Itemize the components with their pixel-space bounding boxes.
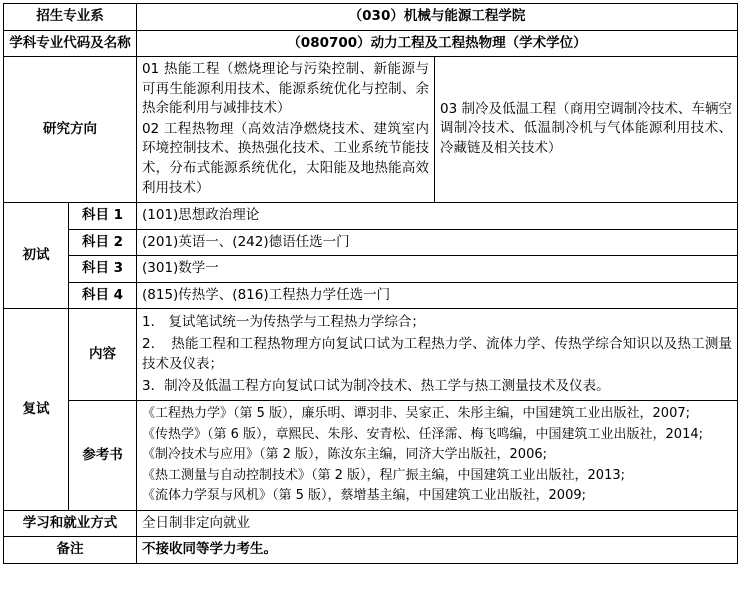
content-item: 1． 复试笔试统一为传热学与工程热力学综合； <box>142 314 425 331</box>
subject-no-3: 科目 3 <box>69 256 137 283</box>
research-direction-label: 研究方向 <box>4 57 137 203</box>
department-label: 招生专业系 <box>4 4 137 31</box>
direction-item: 02 工程热物理（高效洁净燃烧技术、建筑室内环境控制技术、换热强化技术、工业系统节能技术，分布式能源系统优化，太阳能及地热能高效利用技术） <box>142 120 429 196</box>
reference-item: 《传热学》（第 6 版），章熙民、朱彤、安青松、任泽霈、梅飞鸣编，中国建筑工业出版社，2014; <box>142 426 704 442</box>
content-item: 2． 热能工程和工程热物理方向复试口试为工程热力学、流体力学、传热学综合知识以及热工测量技术及仪表； <box>142 335 732 373</box>
major-value: （080700）动力工程及工程热物理（学术学位） <box>137 30 738 57</box>
table-row-subject-4 <box>4 282 738 309</box>
table-row-department <box>4 4 738 31</box>
table-row-second-exam-references <box>4 401 738 511</box>
subject-text-4: (815)传热学、(816)工程热力学任选一门 <box>137 282 738 309</box>
reference-item: 《热工测量与自动控制技术》（第 2 版），程广振主编，中国建筑工业出版社，2013; <box>142 467 626 483</box>
remark-label: 备注 <box>4 537 137 564</box>
second-exam-label: 复试 <box>4 309 69 511</box>
admissions-table <box>3 3 738 564</box>
subject-text-2: (201)英语一、(242)德语任选一门 <box>137 229 738 256</box>
table-row-major <box>4 30 738 57</box>
subject-no-2: 科目 2 <box>69 229 137 256</box>
reference-cell <box>137 401 738 511</box>
table-row-second-exam-content <box>4 309 738 401</box>
remark-value: 不接收同等学力考生。 <box>137 537 738 564</box>
study-mode-label: 学习和就业方式 <box>4 510 137 537</box>
subject-no-4: 科目 4 <box>69 282 137 309</box>
research-direction-column-2 <box>435 57 738 203</box>
study-mode-value: 全日制非定向就业 <box>137 510 738 537</box>
content-item: 3．制冷及低温工程方向复试口试为制冷技术、热工学与热工测量技术及仪表。 <box>142 377 610 394</box>
department-value: （030）机械与能源工程学院 <box>137 4 738 31</box>
reference-item: 《制冷技术与应用》（第 2 版），陈汝东主编，同济大学出版社，2006; <box>142 447 547 463</box>
table-row-subject-3 <box>4 256 738 283</box>
content-label: 内容 <box>69 309 137 401</box>
table-row-research-direction <box>4 57 738 203</box>
first-exam-label: 初试 <box>4 203 69 309</box>
direction-item: 01 热能工程（燃烧理论与污染控制、新能源与可再生能源利用技术、能源系统优化与控制、余热余能利用与减排技术） <box>142 61 429 117</box>
subject-text-1: (101)思想政治理论 <box>137 203 738 230</box>
reference-item: 《工程热力学》（第 5 版），廉乐明、谭羽非、吴家正、朱彤主编，中国建筑工业出版社，2007; <box>142 406 691 422</box>
table-row-study-mode <box>4 510 738 537</box>
research-direction-column-1 <box>137 57 435 203</box>
subject-no-1: 科目 1 <box>69 203 137 230</box>
table-row-subject-1 <box>4 203 738 230</box>
reference-item: 《流体力学泵与风机》（第 5 版），蔡增基主编，中国建筑工业出版社，2009; <box>142 488 586 504</box>
major-label: 学科专业代码及名称 <box>4 30 137 57</box>
content-cell <box>137 309 738 401</box>
table-row-subject-2 <box>4 229 738 256</box>
direction-item: 03 制冷及低温工程（商用空调制冷技术、车辆空调制冷技术、低温制冷机与气体能源利用技术、冷藏链及相关技术） <box>440 100 732 156</box>
table-row-remark <box>4 537 738 564</box>
reference-label: 参考书 <box>69 401 137 511</box>
subject-text-3: (301)数学一 <box>137 256 738 283</box>
